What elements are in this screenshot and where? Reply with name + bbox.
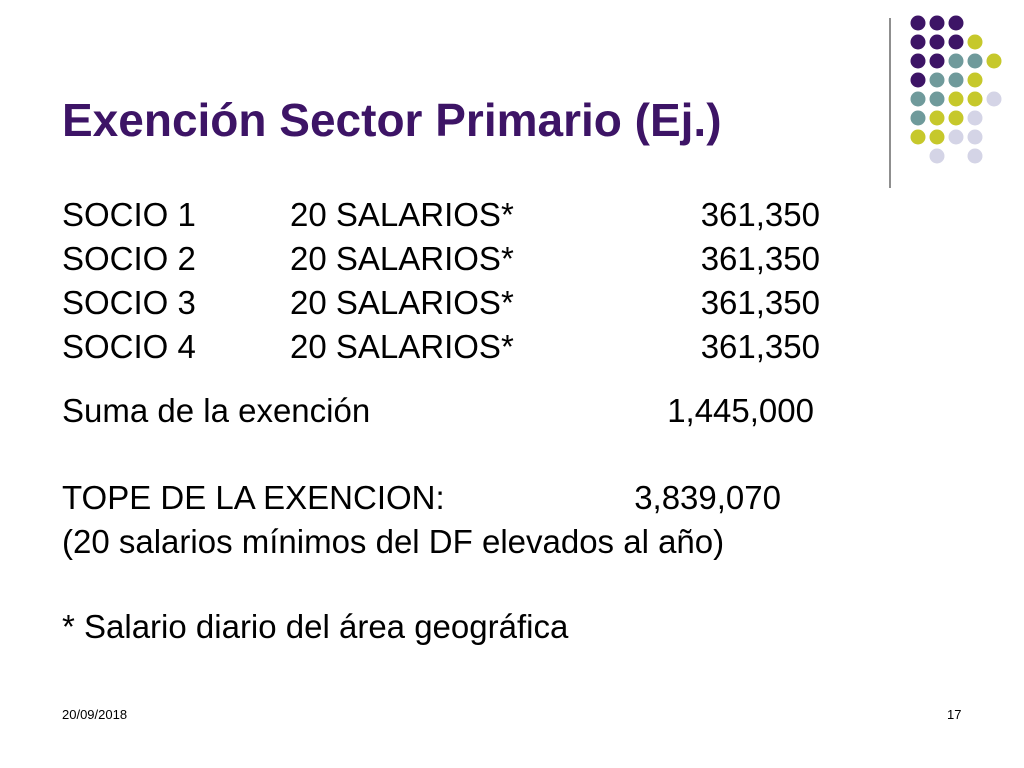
decorative-dot [987, 92, 1002, 107]
socio-row [62, 327, 882, 367]
decorative-dot [949, 73, 964, 88]
decorative-dot [930, 130, 945, 145]
socio-row [62, 239, 882, 279]
decorative-dot [968, 35, 983, 50]
tope-row [62, 478, 882, 518]
decorative-dot [911, 130, 926, 145]
socio-label: SOCIO 4 [62, 328, 196, 365]
decorative-dot [930, 73, 945, 88]
decorative-dot [911, 92, 926, 107]
decorative-dot [968, 92, 983, 107]
decorative-dot [968, 149, 983, 164]
decorative-dot [949, 130, 964, 145]
decorative-dot [949, 111, 964, 126]
footnote: * Salario diario del área geográfica [62, 608, 569, 645]
tope-note: (20 salarios mínimos del DF elevados al año) [62, 523, 725, 560]
decorative-dot [911, 16, 926, 31]
salarios-label: 20 SALARIOS* [290, 196, 514, 233]
decorative-dot [930, 35, 945, 50]
decorative-dot [930, 149, 945, 164]
footer-date: 20/09/2018 [62, 707, 128, 722]
sum-label: Suma de la exención [62, 392, 371, 429]
decorative-dot [930, 92, 945, 107]
socio-label: SOCIO 2 [62, 240, 196, 277]
decorative-dot [930, 16, 945, 31]
socio-label: SOCIO 3 [62, 284, 196, 321]
title-divider-line [889, 18, 891, 188]
salarios-label: 20 SALARIOS* [290, 328, 514, 365]
decorative-dot [911, 73, 926, 88]
socio-row [62, 195, 882, 235]
salarios-label: 20 SALARIOS* [290, 284, 514, 321]
decorative-dot [987, 54, 1002, 69]
page-number: 17 [947, 707, 962, 722]
decorative-dot [911, 111, 926, 126]
tope-label: TOPE DE LA EXENCION: [62, 479, 445, 516]
decorative-dot [949, 35, 964, 50]
tope-value: 3,839,070 [634, 479, 781, 516]
decorative-dot [949, 16, 964, 31]
socio-amount: 361,350 [700, 240, 820, 277]
decorative-dot [968, 111, 983, 126]
socio-row [62, 283, 882, 323]
socio-label: SOCIO 1 [62, 196, 196, 233]
slide-title: Exención Sector Primario (Ej.) [62, 94, 722, 146]
socio-amount: 361,350 [700, 328, 820, 365]
decorative-dot [930, 111, 945, 126]
socio-amount: 361,350 [700, 196, 820, 233]
sum-value: 1,445,000 [667, 392, 814, 429]
sum-row [62, 391, 882, 431]
decorative-dot [968, 130, 983, 145]
decorative-dot [949, 92, 964, 107]
decorative-dot [911, 54, 926, 69]
socio-amount: 361,350 [700, 284, 820, 321]
decorative-dot [968, 54, 983, 69]
decorative-dot [911, 35, 926, 50]
salarios-label: 20 SALARIOS* [290, 240, 514, 277]
decorative-dot [949, 54, 964, 69]
decorative-dot [930, 54, 945, 69]
decorative-dot [968, 73, 983, 88]
decorative-dot-grid [900, 10, 1010, 170]
